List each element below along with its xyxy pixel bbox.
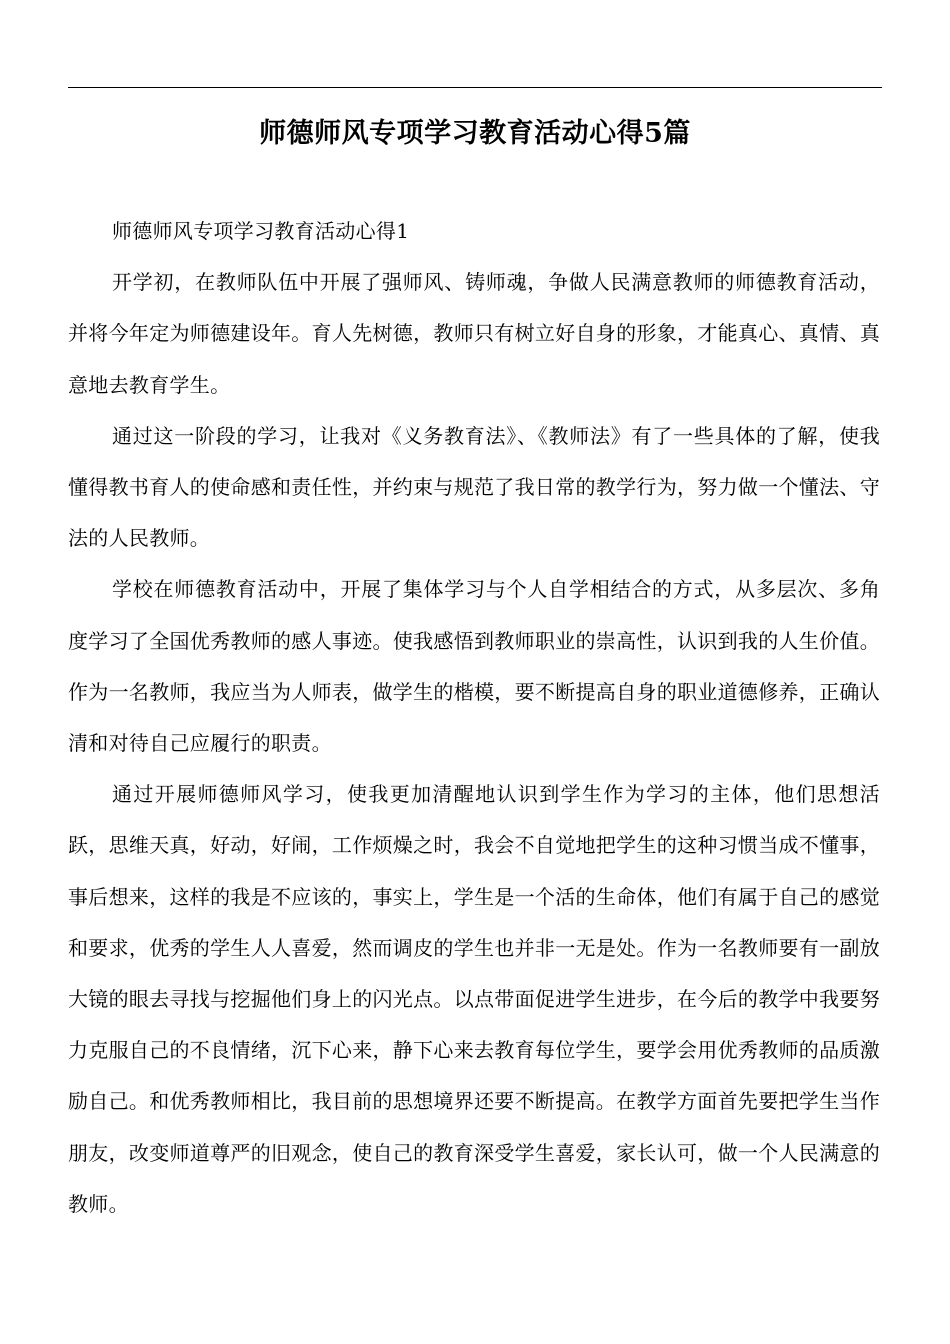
header-rule [68, 87, 882, 88]
paragraph-2: 通过这一阶段的学习，让我对《义务教育法》、《教师法》有了一些具体的了解，使我懂得教书育人的使命感和责任性，并约束与规范了我日常的教学行为，努力做一个懂法、守法的人民教师。 [68, 423, 880, 551]
section-heading: 师德师风专项学习教育活动心得1 [112, 219, 410, 243]
paragraph-1: 开学初，在教师队伍中开展了强师风、铸师魂，争做人民满意教师的师德教育活动，并将今年定为师德建设年。育人先树德，教师只有树立好自身的形象，才能真心、真情、真意地去教育学生。 [68, 270, 880, 397]
document-body [68, 206, 880, 1230]
paragraph-3: 学校在师德教育活动中，开展了集体学习与个人自学相结合的方式，从多层次、多角度学习了全国优秀教师的感人事迹。使我感悟到教师职业的崇高性，认识到我的人生价值。作为一名教师，我应当为人师表，做学生的楷模，要不断提高自身的职业道德修养，正确认清和对待自己应履行的职责。 [68, 577, 880, 756]
paragraph-4: 通过开展师德师风学习，使我更加清醒地认识到学生作为学习的主体，他们思想活跃，思维天真，好动，好闹，工作烦燥之时，我会不自觉地把学生的这种习惯当成不懂事，事后想来，这样的我是不应该的，事实上，学生是一个活的生命体，他们有属于自己的感觉和要求，优秀的学生人人喜爱，然而调皮的学生也并非一无是处。作为一名教师要有一副放大镜的眼去寻找与挖掘他们身上的闪光点。以点带面促进学生进步，在今后的教学中我要努力克服自己的不良情绪，沉下心来，静下心来去教育每位学生，要学会用优秀教师的品质激励自己。和优秀教师相比，我目前的思想境界还要不断提高。在教学方面首先要把学生当作朋友，改变师道尊严的旧观念，使自己的教育深受学生喜爱，家长认可，做一个人民满意的教师。 [68, 782, 880, 1216]
document-title: 师德师风专项学习教育活动心得5篇 [259, 118, 691, 150]
